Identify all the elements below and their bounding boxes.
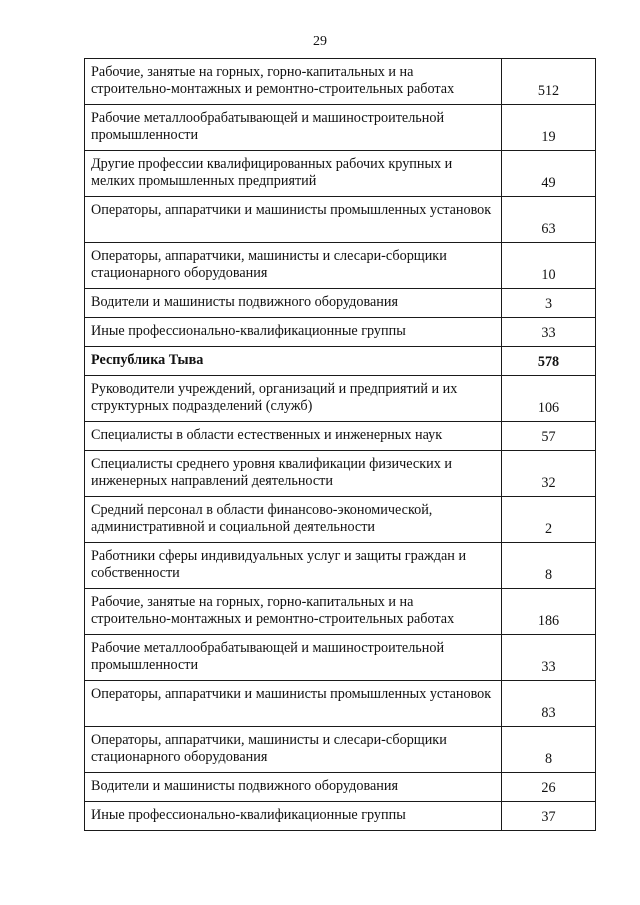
table-row [85,497,596,543]
table-row [85,243,596,289]
row-value: 32 [502,451,596,497]
table-row [85,681,596,727]
row-value: 186 [502,589,596,635]
table-row [85,543,596,589]
row-value: 26 [502,773,596,802]
row-label: Операторы, аппаратчики, машинисты и слесари-сборщики стационарного оборудования [85,243,502,289]
row-label: Работники сферы индивидуальных услуг и защиты граждан и собственности [85,543,502,589]
table-row [85,197,596,243]
row-label: Рабочие, занятые на горных, горно-капитальных и на строительно-монтажных и ремонтно-строительных работах [85,589,502,635]
table-row [85,635,596,681]
table-row [85,151,596,197]
row-label: Водители и машинисты подвижного оборудования [85,773,502,802]
table-row [85,422,596,451]
row-label: Операторы, аппаратчики и машинисты промышленных установок [85,197,502,243]
table-row [85,451,596,497]
row-label: Рабочие металлообрабатывающей и машиностроительной промышленности [85,105,502,151]
row-value: 8 [502,543,596,589]
row-label: Средний персонал в области финансово-экономической, административной и социальной деятельности [85,497,502,543]
page-number: 29 [313,34,327,49]
row-label: Операторы, аппаратчики и машинисты промышленных установок [85,681,502,727]
table-row [85,589,596,635]
row-label: Другие профессии квалифицированных рабочих крупных и мелких промышленных предприятий [85,151,502,197]
statistics-table [84,58,596,831]
row-value: 19 [502,105,596,151]
row-value: 578 [502,347,596,376]
row-label: Водители и машинисты подвижного оборудования [85,289,502,318]
table-row [85,727,596,773]
row-label: Руководители учреждений, организаций и предприятий и их структурных подразделений (служб) [85,376,502,422]
row-label: Специалисты в области естественных и инженерных наук [85,422,502,451]
table-row [85,773,596,802]
row-label: Специалисты среднего уровня квалификации физических и инженерных направлений деятельности [85,451,502,497]
row-value: 33 [502,635,596,681]
table-row [85,289,596,318]
table-row [85,59,596,105]
row-value: 63 [502,197,596,243]
row-label: Республика Тыва [85,347,502,376]
row-value: 49 [502,151,596,197]
table-row-region-total [85,347,596,376]
row-label: Рабочие металлообрабатывающей и машиностроительной промышленности [85,635,502,681]
row-label: Операторы, аппаратчики, машинисты и слесари-сборщики стационарного оборудования [85,727,502,773]
row-value: 57 [502,422,596,451]
row-label: Иные профессионально-квалификационные группы [85,802,502,831]
row-label: Рабочие, занятые на горных, горно-капитальных и на строительно-монтажных и ремонтно-строительных работах [85,59,502,105]
row-value: 37 [502,802,596,831]
table-body [85,59,596,831]
row-value: 3 [502,289,596,318]
row-value: 2 [502,497,596,543]
row-value: 10 [502,243,596,289]
row-value: 106 [502,376,596,422]
table-row [85,376,596,422]
row-value: 33 [502,318,596,347]
row-value: 83 [502,681,596,727]
row-label: Иные профессионально-квалификационные группы [85,318,502,347]
row-value: 512 [502,59,596,105]
table-row [85,105,596,151]
row-value: 8 [502,727,596,773]
table-row [85,802,596,831]
table-row [85,318,596,347]
